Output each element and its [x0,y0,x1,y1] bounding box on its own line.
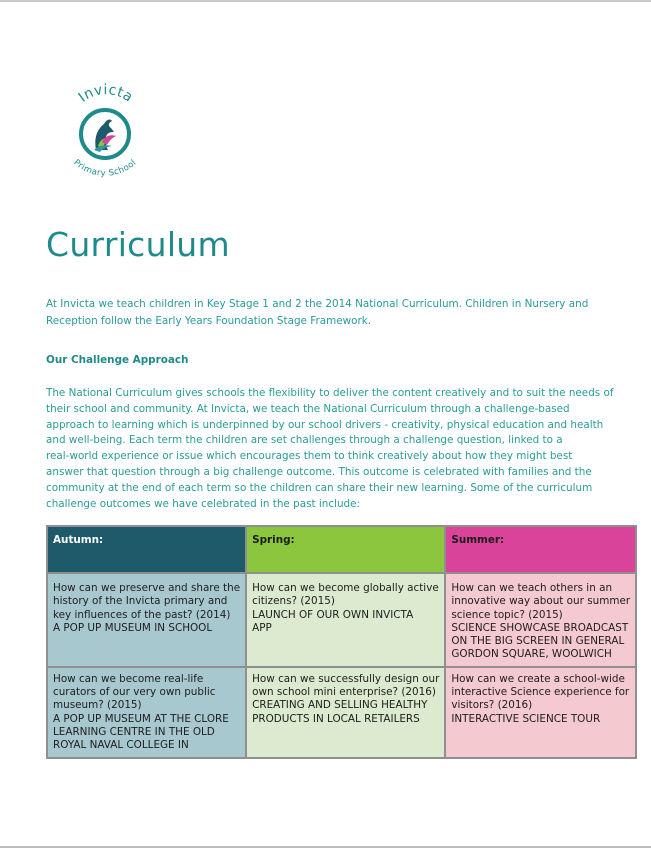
cell-line: history of the Invicta primary and [53,595,228,608]
cell-line: How can we become globally active [252,582,439,594]
cell-line: How can we successfully design our [252,672,440,685]
school-logo [58,80,154,190]
cell-line: museum? (2015) [53,699,142,712]
table-row [47,667,636,758]
cell-line: innovative way about our summer [451,595,631,608]
cell-line: ROYAL NAVAL COLLEGE IN [53,739,189,752]
cell-line: INTERACTIVE SCIENCE TOUR [451,712,601,725]
cell-spring-2 [246,667,445,758]
logo-name-text: Invicta [75,81,136,106]
body-line: The National Curriculum gives schools the flexibility to deliver the content creatively and to suit the needs of [46,387,614,399]
header-summer: Summer: [445,526,636,573]
cell-line: How can we create a school-wide [451,672,625,685]
challenge-outcomes-table [46,525,637,759]
table-row [47,573,636,667]
cell-line: interactive Science experience for [451,686,630,699]
cell-line: LAUNCH OF OUR OWN INVICTA [252,608,414,621]
header-autumn: Autumn: [47,526,246,573]
cell-line: SCIENCE SHOWCASE BROADCAST [451,621,629,634]
body-line: challenge outcomes we have celebrated in the past include: [46,497,361,510]
cell-line: science topic? (2015) [451,608,563,621]
intro-line: At Invicta we teach children in Key Stage 1 and 2 the 2014 National Curriculum. Children in Nursery and [46,298,589,310]
cell-line: citizens? (2015) [252,595,335,608]
top-divider [0,0,651,2]
section-subheading: Our Challenge Approach [46,354,189,366]
body-line: community at the end of each term so the children can share their new learning. Some of the curriculum [46,481,593,494]
body-line: real-world experience or issue which encourages them to think creatively about how they might best [46,450,573,463]
school-logo-graphic [58,80,154,190]
cell-line: How can we become real-life [53,672,204,685]
cell-line: PRODUCTS IN LOCAL RETAILERS [252,712,420,725]
cell-summer-2 [445,667,636,758]
cell-autumn-1 [47,573,246,667]
body-line: and well-being. Each term the children are set challenges through a challenge question, linked to a [46,434,563,447]
header-spring: Spring: [246,526,445,573]
logo-subtitle-text: Primary School [71,157,139,179]
bottom-divider [0,846,651,848]
cell-line: CREATING AND SELLING HEALTHY [252,699,428,712]
body-paragraph [46,386,614,512]
cell-line: curators of our very own public [53,686,216,699]
cell-line: key influences of the past? (2014) [53,608,231,621]
cell-line: visitors? (2016) [451,699,533,712]
cell-autumn-2 [47,667,246,758]
table-header-row [47,526,636,573]
intro-paragraph [46,296,589,329]
cell-line: GORDON SQUARE, WOOLWICH [451,648,612,661]
cell-line: APP [252,621,272,634]
cell-line: LEARNING CENTRE IN THE OLD [53,725,215,738]
cell-line: A POP UP MUSEUM AT THE CLORE [53,712,229,725]
body-line: their school and community. At Invicta, we teach the National Curriculum through a challenge-based [46,402,570,415]
cell-line: ON THE BIG SCREEN IN GENERAL [451,635,625,648]
cell-line: own school mini enterprise? (2016) [252,686,436,699]
cell-summer-1 [445,573,636,667]
cell-line: How can we preserve and share the [53,582,241,594]
cell-line: A POP UP MUSEUM IN SCHOOL [53,621,213,634]
cell-spring-1 [246,573,445,667]
page-title: Curriculum [46,225,230,264]
intro-line: Reception follow the Early Years Foundation Stage Framework. [46,314,372,327]
body-line: approach to learning which is underpinned by our school drivers - creativity, physical education and health [46,418,604,431]
cell-line: How can we teach others in an [451,582,613,594]
body-line: answer that question through a big challenge outcome. This outcome is celebrated with families and the [46,465,592,478]
